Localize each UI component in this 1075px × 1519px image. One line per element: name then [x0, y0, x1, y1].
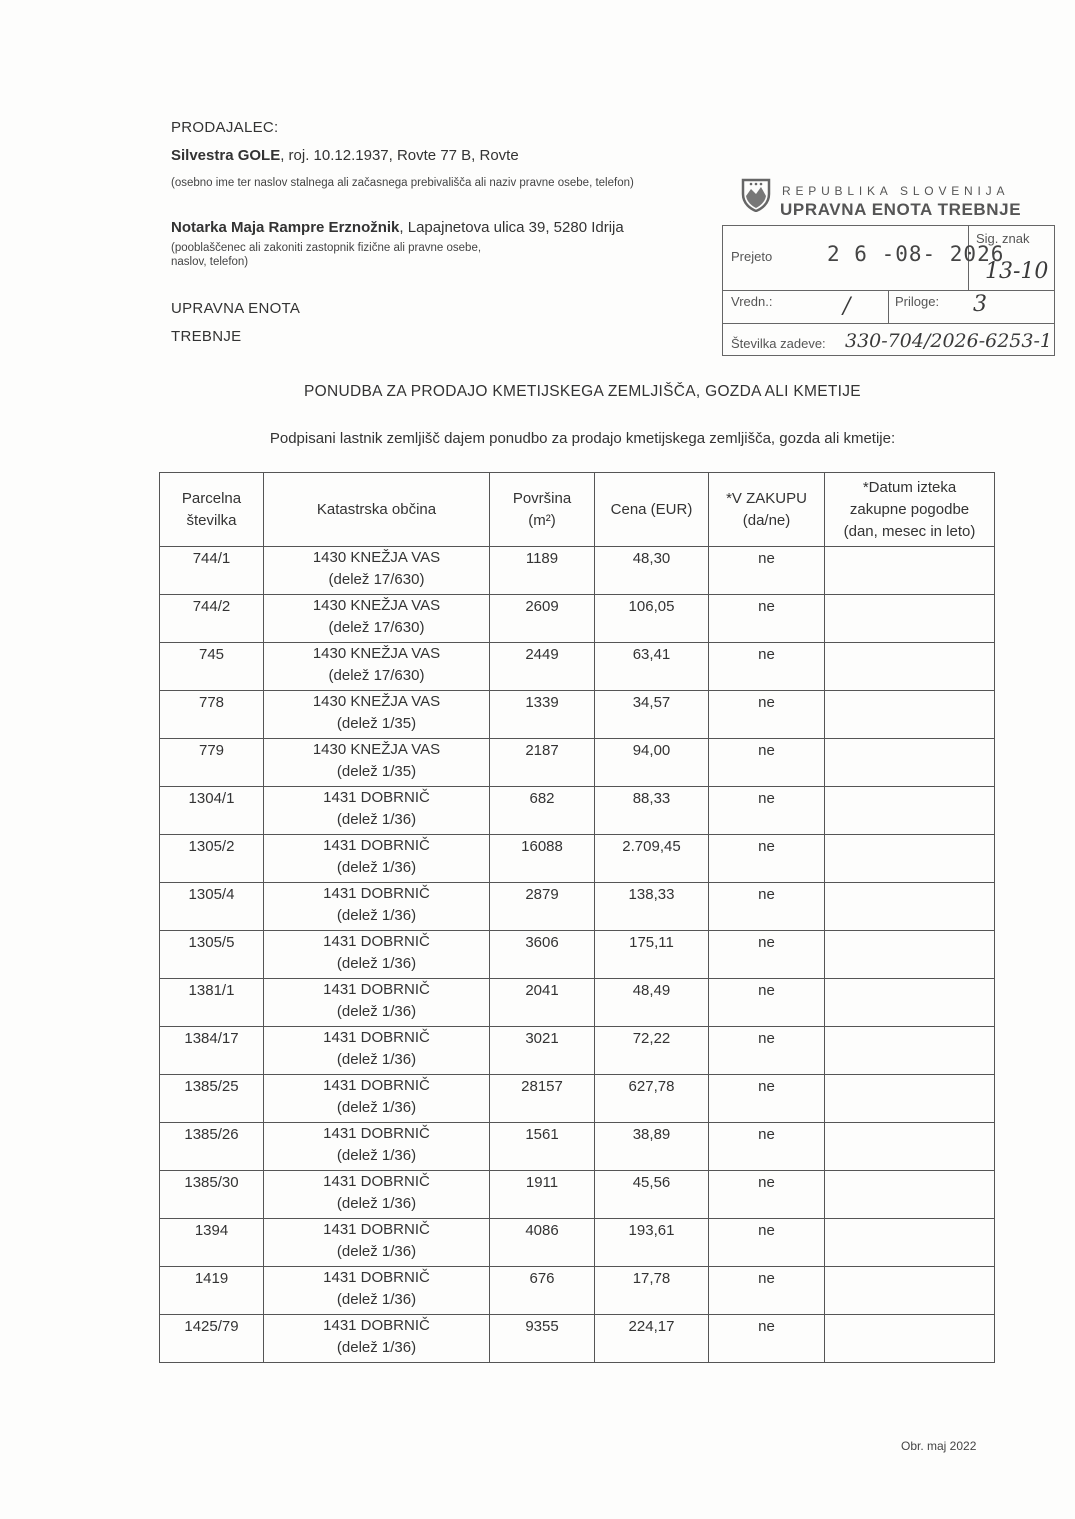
- parcel-cell: 1305/4: [160, 883, 264, 931]
- parcel-cell: 1385/26: [160, 1123, 264, 1171]
- municipality-text: 1431 DOBRNIČ: [323, 933, 430, 950]
- table-row: [160, 1315, 995, 1363]
- table-row: [160, 691, 995, 739]
- area-cell: 2609: [490, 595, 595, 643]
- lease-cell: ne: [709, 1171, 825, 1219]
- price-cell: 138,33: [595, 883, 709, 931]
- price-cell: 63,41: [595, 643, 709, 691]
- receipt-stamp: [722, 225, 1055, 356]
- lease-cell: ne: [709, 931, 825, 979]
- header-price: Cena (EUR): [595, 473, 709, 547]
- seller-details: , roj. 10.12.1937, Rovte 77 B, Rovte: [280, 147, 519, 164]
- table-row: [160, 931, 995, 979]
- area-cell: 676: [490, 1267, 595, 1315]
- parcel-cell: 1419: [160, 1267, 264, 1315]
- lease-cell: ne: [709, 1075, 825, 1123]
- coat-of-arms-icon: [741, 178, 771, 212]
- stamp-attachments-value: 3: [973, 292, 987, 317]
- area-cell: 16088: [490, 835, 595, 883]
- lease-cell: ne: [709, 643, 825, 691]
- municipality-text: 1431 DOBRNIČ: [323, 789, 430, 806]
- table-row: [160, 979, 995, 1027]
- share-text: (delež 17/630): [328, 571, 425, 588]
- municipality-text: 1430 KNEŽJA VAS: [312, 645, 441, 662]
- stamp-country: REPUBLIKA SLOVENIJA: [782, 184, 1010, 198]
- document-title: PONUDBA ZA PRODAJO KMETIJSKEGA ZEMLJIŠČA, GOZDA ALI KMETIJE: [304, 383, 861, 400]
- share-text: (delež 1/36): [336, 1099, 417, 1116]
- share-text: (delež 1/36): [336, 1195, 417, 1212]
- price-cell: 88,33: [595, 787, 709, 835]
- area-cell: 1339: [490, 691, 595, 739]
- lease-cell: ne: [709, 691, 825, 739]
- table-row: [160, 835, 995, 883]
- stamp-case-label: Številka zadeve:: [731, 336, 826, 351]
- area-cell: 1189: [490, 547, 595, 595]
- area-cell: 2449: [490, 643, 595, 691]
- parcel-cell: 779: [160, 739, 264, 787]
- table-row: [160, 1075, 995, 1123]
- parcel-cell: 1384/17: [160, 1027, 264, 1075]
- share-text: (delež 1/36): [336, 1339, 417, 1356]
- lease-cell: ne: [709, 739, 825, 787]
- expiry-cell: [825, 1123, 995, 1171]
- area-cell: 3606: [490, 931, 595, 979]
- price-cell: 106,05: [595, 595, 709, 643]
- lease-cell: ne: [709, 547, 825, 595]
- cadastral-cell: [264, 1267, 490, 1315]
- parcel-cell: 1304/1: [160, 787, 264, 835]
- municipality-text: 1431 DOBRNIČ: [323, 1173, 430, 1190]
- municipality-text: 1431 DOBRNIČ: [323, 837, 430, 854]
- stamp-office: UPRAVNA ENOTA TREBNJE: [780, 200, 1022, 219]
- parcel-cell: 1305/2: [160, 835, 264, 883]
- stamp-received-date: 2 6 -08- 2026: [827, 242, 1005, 266]
- seller-name: Silvestra GOLE: [171, 147, 281, 164]
- table-row: [160, 595, 995, 643]
- parcel-cell: 744/2: [160, 595, 264, 643]
- price-cell: 175,11: [595, 931, 709, 979]
- table-row: [160, 547, 995, 595]
- parcels-table: [159, 472, 995, 1363]
- area-cell: 2187: [490, 739, 595, 787]
- lease-cell: ne: [709, 1219, 825, 1267]
- municipality-text: 1431 DOBRNIČ: [323, 885, 430, 902]
- cadastral-cell: [264, 883, 490, 931]
- municipality-text: 1430 KNEŽJA VAS: [312, 693, 441, 710]
- parcel-cell: 1425/79: [160, 1315, 264, 1363]
- share-text: (delež 1/35): [336, 715, 417, 732]
- table-row: [160, 1027, 995, 1075]
- expiry-cell: [825, 547, 995, 595]
- area-cell: 9355: [490, 1315, 595, 1363]
- lease-cell: ne: [709, 787, 825, 835]
- share-text: (delež 1/36): [336, 811, 417, 828]
- price-cell: 38,89: [595, 1123, 709, 1171]
- price-cell: 34,57: [595, 691, 709, 739]
- stamp-sig-label: Sig. znak: [976, 231, 1030, 246]
- municipality-text: 1431 DOBRNIČ: [323, 1077, 430, 1094]
- table-row: [160, 787, 995, 835]
- expiry-cell: [825, 1219, 995, 1267]
- cadastral-cell: [264, 835, 490, 883]
- municipality-text: 1431 DOBRNIČ: [323, 1125, 430, 1142]
- area-cell: 2879: [490, 883, 595, 931]
- table-row: [160, 1267, 995, 1315]
- parcel-cell: 778: [160, 691, 264, 739]
- expiry-cell: [825, 1075, 995, 1123]
- municipality-text: 1431 DOBRNIČ: [323, 981, 430, 998]
- cadastral-cell: [264, 1027, 490, 1075]
- expiry-cell: [825, 1267, 995, 1315]
- cadastral-cell: [264, 979, 490, 1027]
- area-cell: 3021: [490, 1027, 595, 1075]
- stamp-sig-value: 13-10: [985, 259, 1049, 284]
- price-cell: 48,49: [595, 979, 709, 1027]
- expiry-cell: [825, 691, 995, 739]
- representative-details: , Lapajnetova ulica 39, 5280 Idrija: [399, 219, 624, 236]
- price-cell: 224,17: [595, 1315, 709, 1363]
- area-cell: 1561: [490, 1123, 595, 1171]
- parcel-cell: 1305/5: [160, 931, 264, 979]
- area-cell: 2041: [490, 979, 595, 1027]
- expiry-cell: [825, 931, 995, 979]
- cadastral-cell: [264, 595, 490, 643]
- cadastral-cell: [264, 643, 490, 691]
- representative-name: Notarka Maja Rampre Erznožnik: [171, 219, 400, 236]
- lease-cell: ne: [709, 1267, 825, 1315]
- expiry-cell: [825, 835, 995, 883]
- price-cell: 627,78: [595, 1075, 709, 1123]
- cadastral-cell: [264, 787, 490, 835]
- expiry-cell: [825, 883, 995, 931]
- stamp-case-value: 330-704/2026-6253-1: [845, 330, 1052, 352]
- share-text: (delež 17/630): [328, 619, 425, 636]
- parcel-cell: 1394: [160, 1219, 264, 1267]
- municipality-text: 1431 DOBRNIČ: [323, 1221, 430, 1238]
- share-text: (delež 1/36): [336, 1147, 417, 1164]
- share-text: (delež 1/36): [336, 955, 417, 972]
- lease-cell: ne: [709, 595, 825, 643]
- header-lease: *V ZAKUPU (da/ne): [709, 473, 825, 547]
- cadastral-cell: [264, 739, 490, 787]
- table-header-row: [160, 473, 995, 547]
- seller-hint: (osebno ime ter naslov stalnega ali začasnega prebivališča ali naziv pravne osebe, telefon): [171, 177, 634, 189]
- municipality-text: 1430 KNEŽJA VAS: [312, 741, 441, 758]
- cadastral-cell: [264, 1171, 490, 1219]
- price-cell: 45,56: [595, 1171, 709, 1219]
- table-row: [160, 1171, 995, 1219]
- representative-line: [171, 219, 624, 236]
- stamp-received-label: Prejeto: [731, 249, 773, 264]
- municipality-text: 1430 KNEŽJA VAS: [312, 597, 441, 614]
- seller-line: [171, 147, 519, 164]
- expiry-cell: [825, 1027, 995, 1075]
- table-row: [160, 883, 995, 931]
- price-cell: 2.709,45: [595, 835, 709, 883]
- parcel-cell: 1385/25: [160, 1075, 264, 1123]
- share-text: (delež 1/36): [336, 1291, 417, 1308]
- cadastral-cell: [264, 1219, 490, 1267]
- expiry-cell: [825, 643, 995, 691]
- share-text: (delež 1/35): [336, 763, 417, 780]
- share-text: (delež 17/630): [328, 667, 425, 684]
- header-expiry: *Datum izteka zakupne pogodbe (dan, mesec in leto): [825, 473, 995, 547]
- share-text: (delež 1/36): [336, 1051, 417, 1068]
- parcel-cell: 745: [160, 643, 264, 691]
- price-cell: 72,22: [595, 1027, 709, 1075]
- lease-cell: ne: [709, 1123, 825, 1171]
- lease-cell: ne: [709, 1315, 825, 1363]
- price-cell: 193,61: [595, 1219, 709, 1267]
- municipality-text: 1430 KNEŽJA VAS: [312, 549, 441, 566]
- share-text: (delež 1/36): [336, 859, 417, 876]
- cadastral-cell: [264, 1123, 490, 1171]
- expiry-cell: [825, 739, 995, 787]
- lease-cell: ne: [709, 883, 825, 931]
- lease-cell: ne: [709, 835, 825, 883]
- expiry-cell: [825, 1171, 995, 1219]
- parcel-cell: 744/1: [160, 547, 264, 595]
- recipient-title: UPRAVNA ENOTA: [171, 300, 301, 317]
- parcel-cell: 1381/1: [160, 979, 264, 1027]
- representative-hint: (pooblaščenec ali zakoniti zastopnik fizične ali pravne osebe, naslov, telefon): [171, 242, 482, 268]
- price-cell: 94,00: [595, 739, 709, 787]
- expiry-cell: [825, 1315, 995, 1363]
- table-row: [160, 1219, 995, 1267]
- cadastral-cell: [264, 691, 490, 739]
- cadastral-cell: [264, 1075, 490, 1123]
- expiry-cell: [825, 979, 995, 1027]
- lease-cell: ne: [709, 979, 825, 1027]
- expiry-cell: [825, 595, 995, 643]
- recipient-place: TREBNJE: [171, 328, 242, 345]
- municipality-text: 1431 DOBRNIČ: [323, 1029, 430, 1046]
- municipality-text: 1431 DOBRNIČ: [323, 1269, 430, 1286]
- table-row: [160, 1123, 995, 1171]
- area-cell: 1911: [490, 1171, 595, 1219]
- price-cell: 17,78: [595, 1267, 709, 1315]
- header-area: Površina (m²): [490, 473, 595, 547]
- form-version: Obr. maj 2022: [901, 1439, 977, 1453]
- expiry-cell: [825, 787, 995, 835]
- seller-heading: PRODAJALEC:: [171, 119, 279, 136]
- share-text: (delež 1/36): [336, 907, 417, 924]
- area-cell: 28157: [490, 1075, 595, 1123]
- header-cadastral: Katastrska občina: [264, 473, 490, 547]
- municipality-text: 1431 DOBRNIČ: [323, 1317, 430, 1334]
- share-text: (delež 1/36): [336, 1003, 417, 1020]
- stamp-attachments-label: Priloge:: [895, 294, 940, 309]
- intro-text: Podpisani lastnik zemljišč dajem ponudbo za prodajo kmetijskega zemljišča, gozda ali kmetije:: [269, 430, 896, 447]
- lease-cell: ne: [709, 1027, 825, 1075]
- stamp-value-value: /: [843, 294, 851, 319]
- parcel-cell: 1385/30: [160, 1171, 264, 1219]
- price-cell: 48,30: [595, 547, 709, 595]
- stamp-value-label: Vredn.:: [731, 294, 773, 309]
- share-text: (delež 1/36): [336, 1243, 417, 1260]
- area-cell: 682: [490, 787, 595, 835]
- table-row: [160, 643, 995, 691]
- header-parcel: Parcelna številka: [160, 473, 264, 547]
- cadastral-cell: [264, 547, 490, 595]
- area-cell: 4086: [490, 1219, 595, 1267]
- cadastral-cell: [264, 931, 490, 979]
- table-row: [160, 739, 995, 787]
- cadastral-cell: [264, 1315, 490, 1363]
